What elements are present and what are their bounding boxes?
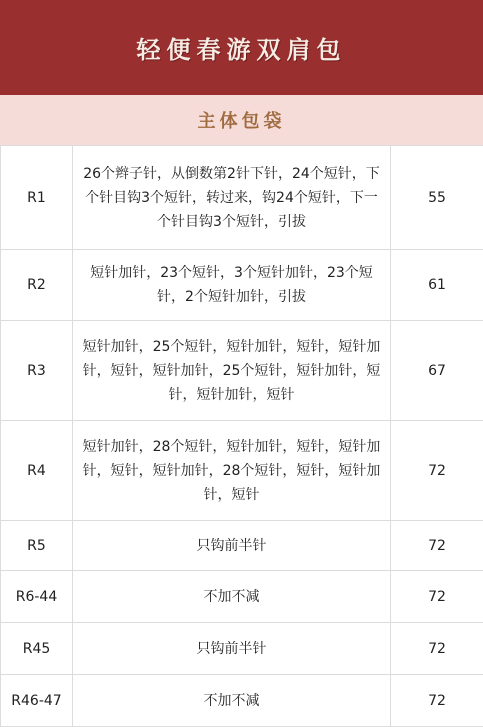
instruction-cell: 26个辫子针，从倒数第2针下针，24个短针，下个针目钩3个短针，转过来，钩24个短针，下一个针目钩3个短针，引拔 xyxy=(73,146,391,250)
table-row xyxy=(1,146,483,250)
round-cell: R2 xyxy=(1,250,73,321)
section-title: 主体包袋 xyxy=(198,107,286,133)
table-row xyxy=(1,321,483,421)
stitch-count-cell: 72 xyxy=(391,571,483,623)
instruction-cell: 只钩前半针 xyxy=(73,521,391,571)
instruction-cell: 只钩前半针 xyxy=(73,623,391,675)
table-row xyxy=(1,623,483,675)
table-row xyxy=(1,250,483,321)
stitch-count-cell: 72 xyxy=(391,521,483,571)
table-row xyxy=(1,521,483,571)
round-cell: R3 xyxy=(1,321,73,421)
table-row xyxy=(1,675,483,727)
round-cell: R46-47 xyxy=(1,675,73,727)
stitch-count-cell: 72 xyxy=(391,623,483,675)
table-row xyxy=(1,571,483,623)
stitch-count-cell: 67 xyxy=(391,321,483,421)
stitch-count-cell: 72 xyxy=(391,675,483,727)
instruction-cell: 短针加针，23个短针，3个短针加针，23个短针，2个短针加针，引拔 xyxy=(73,250,391,321)
instruction-cell: 短针加针，25个短针，短针加针，短针，短针加针，短针，短针加针，25个短针，短针加针，短针，短针加针，短针 xyxy=(73,321,391,421)
stitch-count-cell: 72 xyxy=(391,421,483,521)
table-row xyxy=(1,421,483,521)
page-title: 轻便春游双肩包 xyxy=(137,30,347,65)
round-cell: R1 xyxy=(1,146,73,250)
stitch-count-cell: 61 xyxy=(391,250,483,321)
stitch-count-cell: 55 xyxy=(391,146,483,250)
section-header xyxy=(0,95,483,145)
round-cell: R4 xyxy=(1,421,73,521)
instruction-cell: 不加不减 xyxy=(73,571,391,623)
pattern-table xyxy=(0,145,483,727)
instruction-cell: 短针加针，28个短针，短针加针，短针，短针加针，短针，短针加针，28个短针，短针，短针加针，短针 xyxy=(73,421,391,521)
round-cell: R6-44 xyxy=(1,571,73,623)
title-bar xyxy=(0,0,483,95)
instruction-cell: 不加不减 xyxy=(73,675,391,727)
round-cell: R5 xyxy=(1,521,73,571)
round-cell: R45 xyxy=(1,623,73,675)
